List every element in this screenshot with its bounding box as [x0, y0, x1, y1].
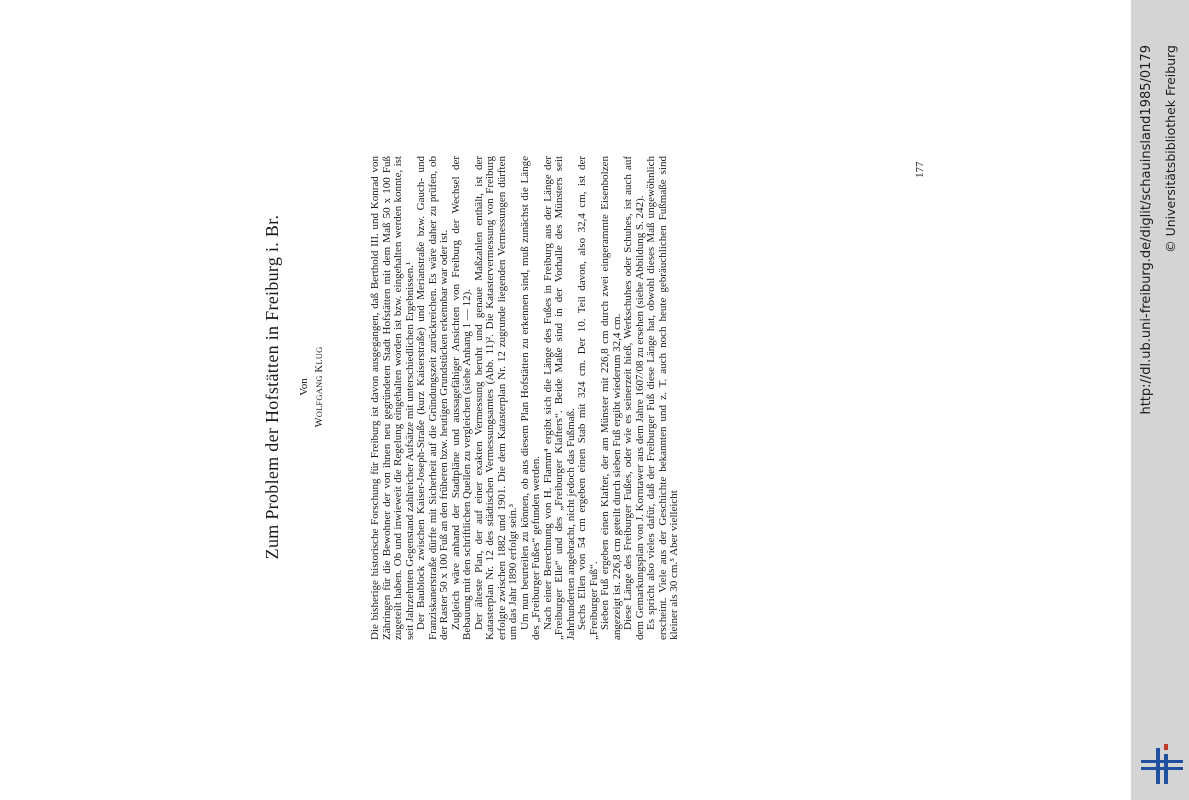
author-first-initial: W: [314, 417, 325, 428]
paragraph: Sieben Fuß ergeben einen Klafter, der am Münster mit 226,8 cm durch zwei eingerammte Eisenbolzen angezeigt ist. 226,8 cm geteilt durch sieben Fuß ergibt wiederum 32,4 cm.: [599, 156, 623, 640]
paragraph: Zugleich wäre anhand der Stadtpläne und aussagefähiger Ansichten von Freiburg der Wechsel der Bebauung mit den schriftlichen Quellen zu vergleichen (siehe Anhang 1 — 12).: [449, 156, 473, 640]
logo-bar-2: [1141, 767, 1183, 770]
paragraph: Der Baublock zwischen Kaiser-Joseph-Straße (kurz Kaiserstraße) und Merianstraße bzw. Gauch- und Franziskanerstraße dürfte mit Sicherheit auf die Gründungszeit zurückreichen. Es wäre daher zu prüfen, ob der Raster 50 x 100 Fuß an den früheren bzw. heutigen Grundstücken erkennbar war oder ist.: [415, 156, 450, 640]
article-body: [370, 156, 681, 640]
paragraph: Der älteste Plan, der auf einer exakten Vermessung beruht und genaue Maßzahlen enthält, ist der Katasterplan Nr. 12 des städtischen Vermessungsamtes (Abb. 11)². Die Katastervermessung von Freiburg erfolgte zwischen 1882 und 1901. Die dem Katasterplan Nr. 12 zugrunde liegenden Vermessungen dürften um das Jahr 1890 erfolgt sein.³: [472, 156, 519, 640]
paragraph: Um nun beurteilen zu können, ob aus diesem Plan Hofstätten zu erkennen sind, muß zunächst die Länge des „Freiburger Fußes“ gefunden werden.: [518, 156, 542, 640]
author-first-rest: OLFGANG: [314, 375, 324, 418]
paragraph: Diese Länge des Freiburger Fußes, oder wie es seinerzeit hieß, Werkschuhes oder Schuhes, ist auch auf dem Gemarkungsplan von J. Korntawer aus dem Jahre 1607/08 zu ersehen (siehe Abbildung S. 242).: [622, 156, 646, 640]
logo-bar-1: [1141, 760, 1183, 763]
watermark-text-rotated: [1131, 0, 1189, 800]
logo-stem-left: [1156, 748, 1160, 784]
library-logo-icon: [1141, 744, 1183, 788]
logo-accent: [1164, 744, 1168, 750]
byline-von: Von: [298, 378, 310, 396]
source-url[interactable]: http://dl.ub.uni-freiburg.de/diglit/schauinsland1985/0179: [1139, 45, 1154, 415]
paragraph: Es spricht also vieles dafür, daß der Freiburger Fuß diese Länge hat, obwohl dieses Maß ungewöhnlich erscheint. Viele aus der Geschichte bekannten und z. T. auch noch heute gebräuchlichen Fußmaße sind kleiner als 30 cm.⁵ Aber vielleicht: [645, 156, 680, 640]
copyright-notice: © Universitätsbibliothek Freiburg: [1163, 45, 1178, 253]
author-last-initial: K: [314, 364, 325, 373]
author-last-rest: LUG: [314, 346, 324, 365]
paragraph: Sechs Ellen von 54 cm ergeben einen Stab mit 324 cm. Der 10. Teil davon, also 32,4 cm, ist der „Freiburger Fuß“.: [576, 156, 600, 640]
watermark-sidebar: [1131, 0, 1189, 800]
paragraph: Die bisherige historische Forschung für Freiburg ist davon ausgegangen, daß Berthold III. und Konrad von Zähringen für die Bewohner der von ihnen neu gegründeten Stadt Hofstätten mit dem Maß 50 x 100 Fuß zugeteilt haben. Ob und inwieweit die Regelung eingehalten worden ist bzw. eingehalten werden konnte, ist seit Jahrzehnten Gegenstand zahlreicher Aufsätze mit unterschiedlichen Ergebnissen.¹: [369, 156, 416, 640]
paragraph: Nach einer Berechnung von H. Flamm⁴ ergibt sich die Länge des Fußes in Freiburg aus der Länge der „Freiburger Elle“ und des „Freiburger Klafters“. Beide Maße sind in der Vorhalle des Münsters seit Jahrhunderten angebracht, nicht jedoch das Fußmaß.: [541, 156, 577, 640]
article-title: Zum Problem der Hofstätten in Freiburg i. Br.: [262, 214, 282, 560]
page-number: 177: [914, 161, 926, 178]
author-name: [314, 0, 325, 800]
logo-stem-right: [1164, 754, 1168, 784]
